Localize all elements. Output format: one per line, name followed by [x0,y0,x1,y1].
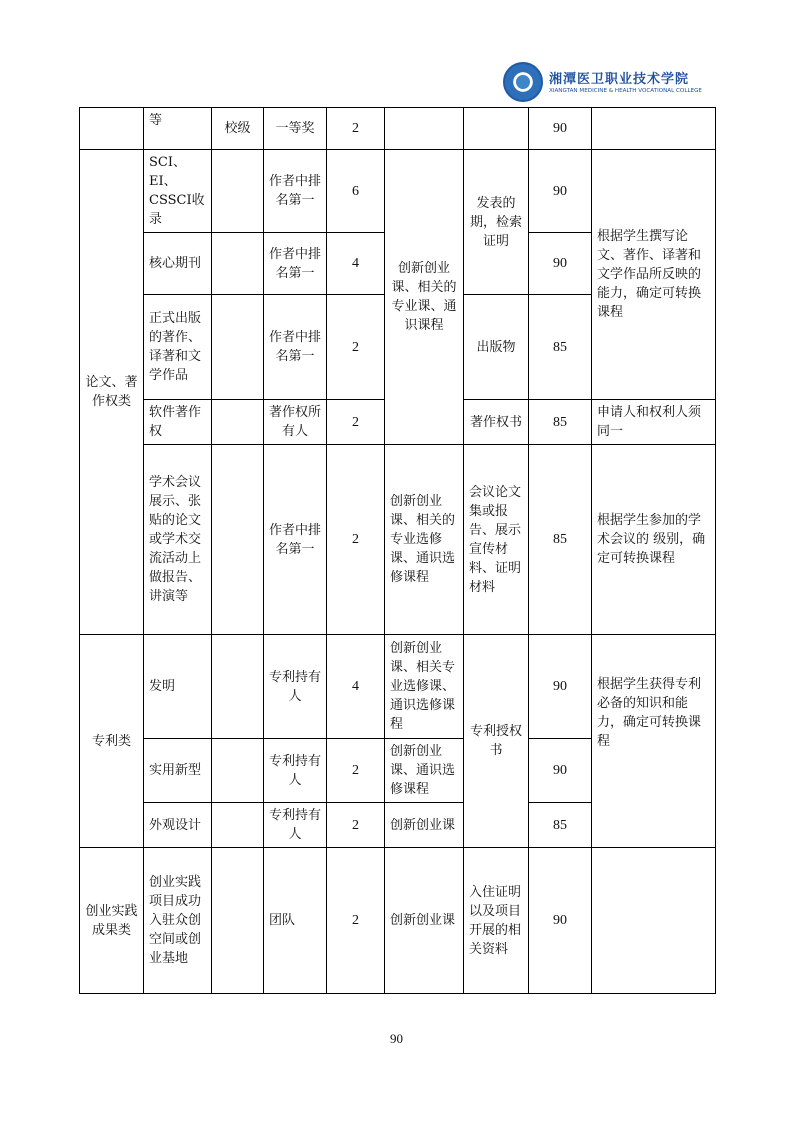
grade-cell: 团队 [264,848,327,994]
level-cell [212,445,264,635]
courses-cell: 创新创业课、相关的专业选修课、通识选修课程 [385,445,464,635]
score-cell: 90 [529,233,592,295]
credits-cell: 4 [327,635,385,739]
logo-name: 湘潭医卫职业技术学院 [549,72,690,87]
credits-cell: 2 [327,803,385,848]
level-cell [212,848,264,994]
material-cell: 出版物 [464,295,529,400]
grade-cell: 一等奖 [264,108,327,150]
material-cell: 发表的期，检索证明 [464,150,529,295]
score-cell: 85 [529,445,592,635]
credits-cell: 4 [327,233,385,295]
level-cell [212,635,264,739]
grade-cell: 专利持有人 [264,635,327,739]
courses-cell: 创新创业课 [385,803,464,848]
grade-cell: 专利持有人 [264,803,327,848]
level-cell [212,233,264,295]
basis-cell: 根据学生撰写论文、著作、译著和文学作品所反映的能力，确定可转换课程 [592,150,716,400]
logo-english: XIANGTAN MEDICINE & HEALTH VOCATIONAL COLLEGE [549,88,702,94]
project-cell: 等 [144,108,212,150]
credits-cell: 6 [327,150,385,233]
category-cell: 创业实践成果类 [80,848,144,994]
basis-cell: 根据学生获得专利必备的知识和能力，确定可转换课程 [592,635,716,848]
score-cell: 90 [529,150,592,233]
material-cell [464,108,529,150]
basis-cell: 申请人和权利人须同一 [592,400,716,445]
level-cell [212,400,264,445]
grade-cell: 专利持有人 [264,739,327,803]
credits-cell: 2 [327,848,385,994]
credits-cell: 2 [327,400,385,445]
score-cell: 85 [529,803,592,848]
courses-cell: 创新创业课、相关专业选修课、通识选修课程 [385,635,464,739]
table-row [80,445,716,635]
category-cell: 论文、著作权类 [80,150,144,635]
page-number: 90 [390,1031,403,1046]
grade-cell: 作者中排名第一 [264,233,327,295]
grade-cell: 著作权所有人 [264,400,327,445]
category-cell: 专利类 [80,635,144,848]
credits-cell: 2 [327,445,385,635]
score-cell: 90 [529,108,592,150]
material-cell: 会议论文集或报告、展示宣传材料、证明材料 [464,445,529,635]
category-cell [80,108,144,150]
project-cell: 外观设计 [144,803,212,848]
table-row [80,848,716,994]
project-cell: 学术会议展示、张贴的论文或学术交流活动上做报告、讲演等 [144,445,212,635]
material-cell: 著作权书 [464,400,529,445]
project-cell: 核心期刊 [144,233,212,295]
credit-conversion-table [79,107,716,994]
credits-cell: 2 [327,108,385,150]
credits-cell: 2 [327,295,385,400]
project-cell: 软件著作权 [144,400,212,445]
project-cell: 创业实践项目成功入驻众创空间或创业基地 [144,848,212,994]
grade-cell: 作者中排名第一 [264,150,327,233]
courses-cell: 创新创业课 [385,848,464,994]
score-cell: 90 [529,848,592,994]
college-emblem-icon [503,62,543,102]
score-cell: 90 [529,635,592,739]
material-cell: 入住证明以及项目开展的相关资料 [464,848,529,994]
courses-cell [385,108,464,150]
level-cell: 校级 [212,108,264,150]
table-row [80,108,716,150]
project-cell: SCI、EI、CSSCI收录 [144,150,212,233]
score-cell: 85 [529,400,592,445]
table-row [80,635,716,739]
project-cell: 实用新型 [144,739,212,803]
level-cell [212,803,264,848]
level-cell [212,295,264,400]
table-row [80,150,716,233]
basis-cell [592,848,716,994]
courses-cell: 创新创业课、相关的专业课、通识课程 [385,150,464,445]
basis-cell [592,108,716,150]
credits-cell: 2 [327,739,385,803]
level-cell [212,739,264,803]
project-cell: 发明 [144,635,212,739]
project-cell: 正式出版的著作、译著和文学作品 [144,295,212,400]
score-cell: 85 [529,295,592,400]
basis-cell: 根据学生参加的学术会议的 级别，确定可转换课程 [592,445,716,635]
material-cell: 专利授权书 [464,635,529,848]
level-cell [212,150,264,233]
grade-cell: 作者中排名第一 [264,445,327,635]
college-logo [503,62,702,106]
courses-cell: 创新创业课、通识选修课程 [385,739,464,803]
score-cell: 90 [529,739,592,803]
grade-cell: 作者中排名第一 [264,295,327,400]
